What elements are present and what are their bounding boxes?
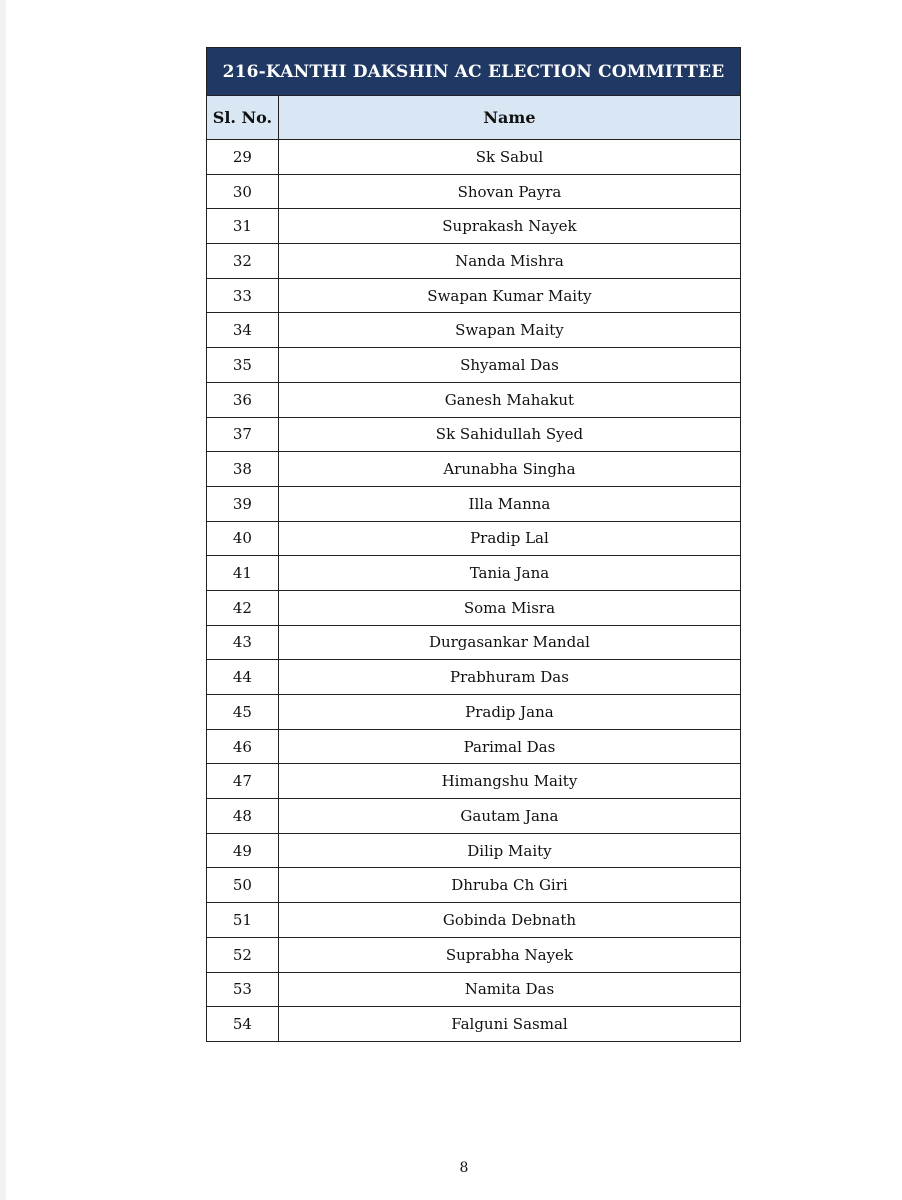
member-name-cell: Pradip Jana <box>278 695 740 730</box>
serial-number-cell: 42 <box>207 590 279 625</box>
table-row <box>207 348 741 383</box>
member-name-cell: Tania Jana <box>278 556 740 591</box>
member-name-cell: Gobinda Debnath <box>278 903 740 938</box>
committee-table <box>206 47 741 1042</box>
table-row <box>207 937 741 972</box>
table-row <box>207 556 741 591</box>
column-header-name: Name <box>278 96 740 140</box>
serial-number-cell: 49 <box>207 833 279 868</box>
serial-number-cell: 33 <box>207 278 279 313</box>
table-row <box>207 695 741 730</box>
serial-number-cell: 31 <box>207 209 279 244</box>
serial-number-cell: 47 <box>207 764 279 799</box>
member-name-cell: Swapan Kumar Maity <box>278 278 740 313</box>
member-name-cell: Shyamal Das <box>278 348 740 383</box>
serial-number-cell: 45 <box>207 695 279 730</box>
table-row <box>207 244 741 279</box>
table-row <box>207 382 741 417</box>
table-row <box>207 660 741 695</box>
table-row <box>207 972 741 1007</box>
serial-number-cell: 39 <box>207 486 279 521</box>
column-header-sl-no: Sl. No. <box>207 96 279 140</box>
table-row <box>207 625 741 660</box>
table-row <box>207 140 741 175</box>
table-row <box>207 278 741 313</box>
member-name-cell: Soma Misra <box>278 590 740 625</box>
document-page <box>6 0 902 1200</box>
page-number: 8 <box>459 1160 469 1176</box>
table-title-row <box>207 48 741 96</box>
table-row <box>207 590 741 625</box>
serial-number-cell: 54 <box>207 1007 279 1042</box>
member-name-cell: Shovan Payra <box>278 174 740 209</box>
member-name-cell: Namita Das <box>278 972 740 1007</box>
table-row <box>207 903 741 938</box>
table-row <box>207 799 741 834</box>
member-name-cell: Dilip Maity <box>278 833 740 868</box>
member-name-cell: Falguni Sasmal <box>278 1007 740 1042</box>
table-row <box>207 209 741 244</box>
table-row <box>207 1007 741 1042</box>
member-name-cell: Nanda Mishra <box>278 244 740 279</box>
member-name-cell: Sk Sahidullah Syed <box>278 417 740 452</box>
table-row <box>207 174 741 209</box>
member-name-cell: Durgasankar Mandal <box>278 625 740 660</box>
serial-number-cell: 37 <box>207 417 279 452</box>
serial-number-cell: 51 <box>207 903 279 938</box>
serial-number-cell: 46 <box>207 729 279 764</box>
serial-number-cell: 44 <box>207 660 279 695</box>
serial-number-cell: 38 <box>207 452 279 487</box>
member-name-cell: Sk Sabul <box>278 140 740 175</box>
member-name-cell: Pradip Lal <box>278 521 740 556</box>
member-name-cell: Suprabha Nayek <box>278 937 740 972</box>
table-header-row <box>207 96 741 140</box>
member-name-cell: Gautam Jana <box>278 799 740 834</box>
member-name-cell: Arunabha Singha <box>278 452 740 487</box>
table-body <box>207 140 741 1042</box>
serial-number-cell: 41 <box>207 556 279 591</box>
table-title: 216-KANTHI DAKSHIN AC ELECTION COMMITTEE <box>207 48 741 96</box>
table-row <box>207 833 741 868</box>
serial-number-cell: 52 <box>207 937 279 972</box>
serial-number-cell: 53 <box>207 972 279 1007</box>
member-name-cell: Suprakash Nayek <box>278 209 740 244</box>
table-row <box>207 313 741 348</box>
serial-number-cell: 35 <box>207 348 279 383</box>
serial-number-cell: 32 <box>207 244 279 279</box>
table-row <box>207 521 741 556</box>
table-row <box>207 417 741 452</box>
serial-number-cell: 36 <box>207 382 279 417</box>
member-name-cell: Dhruba Ch Giri <box>278 868 740 903</box>
member-name-cell: Himangshu Maity <box>278 764 740 799</box>
table-row <box>207 729 741 764</box>
serial-number-cell: 50 <box>207 868 279 903</box>
serial-number-cell: 34 <box>207 313 279 348</box>
member-name-cell: Prabhuram Das <box>278 660 740 695</box>
serial-number-cell: 43 <box>207 625 279 660</box>
member-name-cell: Swapan Maity <box>278 313 740 348</box>
table-row <box>207 452 741 487</box>
member-name-cell: Parimal Das <box>278 729 740 764</box>
serial-number-cell: 29 <box>207 140 279 175</box>
table-row <box>207 868 741 903</box>
table-row <box>207 486 741 521</box>
serial-number-cell: 40 <box>207 521 279 556</box>
serial-number-cell: 30 <box>207 174 279 209</box>
table-row <box>207 764 741 799</box>
member-name-cell: Illa Manna <box>278 486 740 521</box>
member-name-cell: Ganesh Mahakut <box>278 382 740 417</box>
serial-number-cell: 48 <box>207 799 279 834</box>
